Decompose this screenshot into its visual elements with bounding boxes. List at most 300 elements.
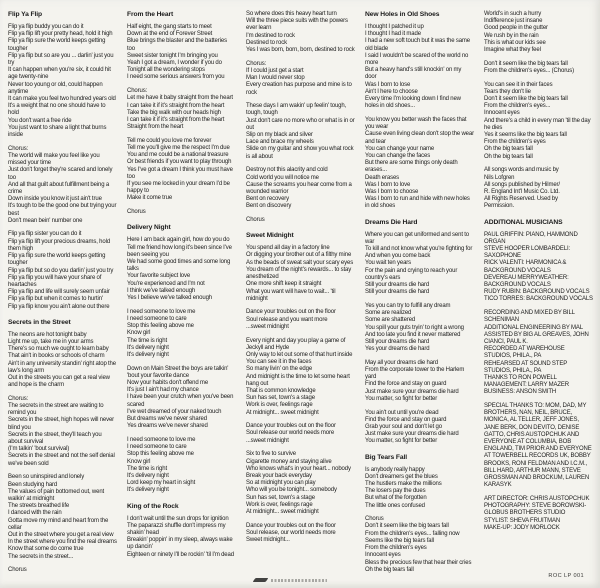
lyric-line: The time is right <box>127 465 168 472</box>
lyric-line: RUDY RUBIN: BACKGROUND VOCALS <box>484 289 590 296</box>
stanza <box>8 24 117 139</box>
lyric-line: All songs words and music by <box>484 167 559 174</box>
lyric-line: Just don't forget they're scared and lonely too <box>8 167 113 181</box>
lyric-line: Some are realized <box>365 310 412 317</box>
lyric-line: Is anybody really happy <box>365 466 425 473</box>
stanza <box>127 237 236 302</box>
lyric-line: Here I am back again girl, how do you do <box>127 237 230 244</box>
lyric-line: BUSINESS: ANSON SMITH <box>484 389 557 396</box>
lyric-line: You wait ten years <box>365 260 412 267</box>
lyric-line: Soul release and you want more <box>246 316 328 323</box>
lyric-line: Been so uninspired and lonely <box>8 474 85 481</box>
stanza <box>484 82 593 161</box>
song-title: King of the Rock <box>127 502 179 510</box>
lyric-line: It's delivery night <box>127 487 169 494</box>
lyric-line: Bent on recovery <box>246 196 290 203</box>
lyric-line: Flip ya flip sure the world keeps getting tougher <box>8 38 106 52</box>
lyric-line: Stop this feeling above me <box>127 451 194 458</box>
lyric-line: The paparazzi shuffle don't impress my shakin' head <box>127 522 226 536</box>
lyric-line: The world will make you feel like you missed your time <box>8 152 100 167</box>
lyric-line: Flip ya flip sister you can do it <box>8 231 82 238</box>
lyric-line: The streets breathed life <box>8 503 70 510</box>
lyric-line: Permission. <box>484 203 515 210</box>
lyric-line: It's delivery night <box>127 472 169 479</box>
lyric-line: I don't wait until the sun drops for ignition <box>127 515 229 522</box>
record-label-logo <box>254 577 329 583</box>
lyric-line: World's in such a hurry <box>484 11 542 17</box>
lyric-line: Down at the end of Forever Street <box>127 31 213 38</box>
lyrics-column <box>365 11 474 581</box>
song-title: Secrets in the Street <box>8 318 71 326</box>
lyric-line: It's just I ain't had my chance <box>127 387 199 394</box>
lyric-line: Destroy not this alacrity and cold <box>246 167 328 174</box>
lyric-line: Seems like the big tears fall <box>365 537 434 544</box>
stanza <box>246 11 355 54</box>
lyric-line: You can see it in their faces <box>484 81 553 88</box>
lyric-line: Sun has set, town's a stage <box>246 494 315 501</box>
lyric-line: Straight from the heart <box>127 124 184 131</box>
lyric-line: I said I wouldn't be scared of the world no more <box>365 52 469 67</box>
lyric-line: Flip ya flip know you ain't alone out there <box>8 303 110 310</box>
lyric-line: Imagine what they feel <box>484 47 541 54</box>
lyric-line: Out in the street where you get a real view <box>8 532 114 538</box>
lyric-line: Dance your troubles out on the floor <box>246 423 336 430</box>
lyrics-column <box>8 11 117 581</box>
lyric-line: Some are shattered <box>365 317 416 324</box>
lyric-line: I need some serious answers from you <box>127 74 225 81</box>
lyric-line: You don't want a free ride <box>8 117 72 124</box>
lyric-line: Don't it seem like the big tears fall <box>484 96 568 103</box>
lyric-line: The losers pay the dues <box>365 488 426 495</box>
lyric-line: MANAGEMENT: LARRY MAZER <box>484 382 569 389</box>
lyric-line: Still your dreams die hard <box>365 289 430 296</box>
lyric-line: Only way to let out some of that hurt inside <box>246 351 353 358</box>
lyric-line: If I could just get a start <box>246 67 304 74</box>
lyric-line: ...sweet midnight <box>246 437 289 444</box>
lyric-line: At midnight... sweet midnight <box>246 409 319 416</box>
lyrics-sheet <box>8 11 595 574</box>
lyric-line: So where does this heavy heart turn <box>246 11 337 17</box>
lyric-line: Just don't care no more who or what is in or out <box>246 117 355 131</box>
lyric-line: One more shift keep it straight <box>246 281 322 288</box>
lyric-line: Or digging your brother out of a filthy mine <box>246 252 352 259</box>
lyric-line: To kill and not know what you're fighting for <box>365 245 473 252</box>
stanza <box>127 516 236 559</box>
lyric-line: Six to five to survive <box>246 451 296 458</box>
stanza <box>246 451 355 516</box>
lyric-line: You spill your guts tryin' to right a wrong <box>365 324 464 331</box>
lyric-line: Yes I was born, born, born, destined to rock <box>246 47 355 54</box>
catalog-number: ROC LP 001 <box>548 573 584 579</box>
stanza <box>246 423 355 445</box>
lyric-line: You dream of the night's rewards... to stay anesthetized <box>246 266 352 281</box>
stanza <box>127 437 236 495</box>
lyric-line: You ain't out until you're dead <box>365 409 439 416</box>
stanza <box>8 567 117 574</box>
lyric-line: I think we've talked enough <box>127 287 196 294</box>
lyric-line: Yes I believe we've talked enough <box>127 295 213 301</box>
stanza <box>365 232 474 297</box>
lyric-line: At midnight... sweet midnight <box>246 508 319 515</box>
lyric-line: Destined to rock <box>246 39 288 46</box>
lyric-line: Oh the big tears fall <box>484 153 533 160</box>
lyric-line: May all your dreams die hard <box>365 359 439 366</box>
lyric-line: Don't dreamers get the blues <box>365 473 438 480</box>
lyric-line: Just make sure your dreams die hard <box>365 431 459 438</box>
lyric-line: Tell me could you love me forever <box>127 137 212 144</box>
lyric-line: And midnight is the time to let some heart hang out <box>246 373 350 387</box>
lyric-line: Will the three piece suits with the powers ever learn <box>246 18 348 32</box>
stanza <box>365 117 474 211</box>
lyric-line: Oh the big tears fall <box>365 566 414 573</box>
lyric-line: Flip ya flip but so do you darlin' just you try <box>8 267 114 274</box>
lyric-line: Chorus: <box>246 60 267 67</box>
lyric-line: Blue brings the blaster and the batteries too <box>127 38 227 52</box>
lyric-line: I thought I had it made <box>365 31 421 38</box>
lyric-line: Indifference just insane <box>484 18 543 25</box>
stanza <box>365 516 474 574</box>
lyric-line: Dance your troubles out on the floor <box>246 309 336 316</box>
lyric-line: Bent on discovery <box>246 203 292 210</box>
lyric-line: Don't mean bein' number one <box>8 217 83 224</box>
lyrics-column <box>127 11 236 581</box>
lyric-line: Slip on my black and silver <box>246 132 313 139</box>
lyric-line: Flip ya flip sure the world keeps getting tougher <box>8 253 106 267</box>
stanza <box>484 167 593 210</box>
lyric-line: And when you come back <box>365 253 431 260</box>
lyric-line: It's tough to be the good one but trying your best <box>8 203 117 217</box>
lyric-line: DEVEREAU MERRYWEATHER: BACKGROUND VOCALS <box>484 274 569 288</box>
lyric-line: Don't it seem like the big tears fall <box>484 60 568 67</box>
song-title: ADDITIONAL MUSICIANS <box>484 218 563 226</box>
stanza <box>365 410 474 446</box>
lyric-line: RICK VALENTI: HARMONICA & BACKGROUND VOCALS <box>484 260 567 274</box>
lyric-line: Don't it seem like the big tears fall <box>365 523 449 530</box>
lyric-line: Soul release, our world needs more <box>246 529 336 536</box>
lyric-line: You matter, so fight for better <box>365 438 438 445</box>
lyric-line: Been studying hard <box>8 481 58 488</box>
lyric-line: Half eight, the gang starts to meet <box>127 24 212 30</box>
lyrics-column <box>246 11 355 581</box>
lyric-line: I can take it if it's straight from the heart <box>127 116 225 123</box>
lyric-line: Never too young or old, could happen anytime <box>8 81 103 95</box>
lyric-line: Stop this feeling above me <box>127 323 194 330</box>
lyric-line: REHEARSED AT SOUND STEP STUDIOS, PHILA., PA <box>484 360 567 374</box>
lyric-line: There's so much we ought to learn baby <box>8 346 109 353</box>
lyric-line: Every night and day you play a game of Jeckyll and Hyde <box>246 337 346 351</box>
lyric-line: Yes you can try to fulfill any dream <box>365 302 451 309</box>
lyric-line: Tonight all the wondering stops <box>127 67 205 74</box>
lyric-line: Was I born to love <box>365 181 411 188</box>
lyric-line: Innocent eyes <box>484 110 520 117</box>
lyric-line: From the children's eyes <box>365 545 427 552</box>
lyric-line: The neons are hot tonight baby <box>8 331 87 338</box>
lyric-line: Break your back everyday <box>246 472 312 479</box>
lyric-line: STEVE HOOPER LOMBARDELI: SAXOPHONE <box>484 245 571 260</box>
stanza <box>8 332 117 390</box>
lyric-line: As the beads of sweat salt your scary eyes <box>246 259 354 266</box>
lyric-line: This is what our kids see <box>484 39 546 46</box>
lyric-line: Was I born to choose <box>365 188 419 195</box>
lyric-line: Was I born to run and hide with new holes in old shoes <box>365 196 470 210</box>
lyric-line: Flip ya flip lift your precious dreams, hold them high <box>8 238 111 252</box>
stanza <box>484 232 593 304</box>
lyric-line: The values of pain bottomed out, went walkin' at midnight <box>8 488 105 502</box>
lyric-line: Out in the streets you can get a real view and hope is the charm <box>8 374 110 389</box>
lyric-line: From the children's eyes... <box>484 103 551 110</box>
stanza <box>246 245 355 303</box>
lyric-line: Down inside you know it just ain't true <box>8 196 102 203</box>
lyric-line: For the pain and crying to reach your country's ears <box>365 267 458 281</box>
lyric-line: R. England Int'l Music Co. Ltd. <box>484 188 560 195</box>
lyric-line: You spend all day in a factory line <box>246 245 330 252</box>
lyric-line: But there are some things only death erases... <box>365 160 458 174</box>
lyric-line: From the corporate tower to the Harlem yard <box>365 367 465 381</box>
lyric-line: RECORDED AT WAREHOUSE STUDIOS, PHILA., PA <box>484 346 565 360</box>
lyric-line: Soul release our world needs more <box>246 430 335 437</box>
lyric-line: Chorus <box>246 217 265 224</box>
lyric-line: We rush by in the rain <box>484 32 539 39</box>
lyric-line: Take the big walk with our heads high <box>127 109 221 116</box>
lyric-line: You can change the faces <box>365 152 431 159</box>
lyric-line: Cigarette money and staying alive <box>246 458 332 465</box>
lyric-line: Ain't I here to choose <box>365 88 418 95</box>
song-title: From the Heart <box>127 11 174 18</box>
lyric-line: All songs published by Hilmer/ <box>484 181 560 188</box>
lyric-line: ADDITIONAL ENGINEERING BY MAL ASSISTED BY BIG AL GREAVES, JOHN CIANCI, PAUL K. <box>484 324 589 345</box>
lyric-line: Know girl <box>127 330 151 337</box>
lyric-line: Flip ya flip you will have your share of heartaches <box>8 274 102 288</box>
lyric-line: Make it come true <box>127 195 173 202</box>
song-title: Dreams Die Hard <box>365 218 418 226</box>
lyric-line: Innocent eyes <box>365 552 401 559</box>
lyric-line: The hustlers make the millions <box>365 480 442 487</box>
lyric-line: Sweet midnight... <box>246 537 290 544</box>
lyric-line: I need someone to care <box>127 315 187 322</box>
lyric-line: Bless the precious few that hear their cries <box>365 559 472 566</box>
lyric-line: Secrets in the street and not the self denial we've been sold <box>8 453 115 467</box>
record-label-logo-text <box>271 579 327 582</box>
song-title: Flip Ya Flip <box>8 11 42 18</box>
lyric-line: PAUL GRIFFIN: PIANO, HAMMOND ORGAN <box>484 231 578 245</box>
lyric-line: Sun has set, town's a stage <box>246 395 315 402</box>
stanza <box>127 209 236 216</box>
lyric-line: Flip ya flip buddy you can do it <box>8 24 84 30</box>
song-title: Delivery Night <box>127 224 171 232</box>
lyric-line: It can make you feel two hundred years old <box>8 96 116 103</box>
lyric-line: I thought I patched it up <box>365 24 424 30</box>
lyric-line: I had a new soft touch but it was the same old blade <box>365 38 471 52</box>
lyric-line: Where you can get uniformed and sent to war <box>365 231 469 245</box>
stanza <box>484 61 593 75</box>
lyric-line: Chorus: <box>8 395 29 402</box>
lyric-line: From the children's eyes <box>484 139 546 146</box>
lyric-line: Flip ya flip but when it comes to hurtin' <box>8 296 104 303</box>
lyric-line: Dance your troubles out on the floor <box>246 522 336 529</box>
song-title: Big Tears Fall <box>365 453 407 461</box>
lyric-line: Breakin' poppin' in my sleep, always wake up dancin' <box>127 537 233 551</box>
stanza <box>8 396 117 468</box>
lyric-line: Who knows what's in your heart... nobody <box>246 465 351 472</box>
lyric-line: I need someone to care <box>127 444 187 451</box>
lyric-line: It's delivery night <box>127 344 169 351</box>
lyric-line: ...sweet midnight <box>246 323 289 330</box>
lyric-line: Lace and brace my wheels <box>246 139 314 146</box>
lyric-line: I danced with the rain <box>8 510 62 517</box>
lyric-line: Find the force and stay on guard <box>365 416 447 423</box>
stanza <box>365 360 474 403</box>
lyrics-column <box>484 11 593 581</box>
lyric-line: I need someone to love me <box>127 308 196 315</box>
lyric-line: TICO TORRES: BACKGROUND VOCALS <box>484 296 593 303</box>
lyric-line: Cause the screams you hear come from a wounded warrior <box>246 181 352 195</box>
lyric-line: Gotta move my mind and heart from the cellar <box>8 517 109 531</box>
lyric-line: PHOTOGRAPHY: STEVE BOROWSKI-GLOBUS BROTHERS STUDIO <box>484 503 587 517</box>
lyric-line: Oh the big tears fall <box>484 146 533 153</box>
lyric-line: Still your dreams die hard <box>365 282 430 288</box>
lyric-line: Secrets in the street, they'll teach you about survival <box>8 431 102 446</box>
stanza <box>246 61 355 97</box>
lyric-line: Grab your soul and don't let go <box>365 423 442 430</box>
lyric-line: Man I would never stop <box>246 75 305 82</box>
stanza <box>8 231 117 310</box>
stanza <box>8 474 117 560</box>
lyric-line: Work is over, feelings rage <box>246 501 313 508</box>
lyric-line: Know girl <box>127 458 151 465</box>
lyric-line: Yes your dreams die hard <box>365 346 430 353</box>
stanza <box>484 310 593 396</box>
lyric-line: Still your dreams die hard <box>365 338 430 345</box>
lyric-line: SPECIAL THANKS TO: MOM, DAD, MY BROTHERS, NAN, NEIL, BRUCE, MONICA, AL TELLER, JEFF JONES, JANE BERK, DON DEVITO, DENISE GATTO, CHRIS AUSTOPCHUK AND EVERYONE AT COLUMBIA, BOB ENGLAND, TIM PRIOR AND EVERYONE AT TOWERBELL RECORDS UK, BOBBY BROOKS, RONI FELDMAN AND I.C.M., BILL HARD, ARTHUR MANN, STEVE GROSSMAN AND BROCKUM, LAUREN KARASYK <box>484 403 592 489</box>
lyric-line: THANKS TO RON POWELL <box>484 374 557 381</box>
lyric-line: And all that guilt about fulfillment being a crime <box>8 181 110 195</box>
lyric-line: Cold world you will notice me <box>246 174 319 181</box>
lyric-line: These days I am wakin' up feelin' tough, tough, tough <box>246 103 347 117</box>
lyric-line: Chorus <box>365 516 384 523</box>
lyric-line: Every time I'm looking down I find new holes in old shoes... <box>365 96 461 110</box>
lyric-line: You can see it in the faces <box>246 359 312 366</box>
lyric-line: Secrets in the street, high hopes will never blind you <box>8 417 115 431</box>
lyric-line: I need someone to love me <box>127 436 196 443</box>
lyric-line: Now your habits don't offend me <box>127 380 209 387</box>
lyric-line: Sweet sister tonight I'm bringing you <box>127 52 218 59</box>
lyric-line: Flip ya flip but so are you ... darlin' just you try <box>8 52 114 67</box>
lyric-line: Tell me friend how long it's been since I've been seeing you <box>127 244 232 258</box>
lyric-line: What you want will have to wait... 'til midnight <box>246 288 336 302</box>
stanza <box>365 467 474 510</box>
lyric-line: Tears they don't lie <box>484 88 531 95</box>
stanza <box>127 138 236 203</box>
lyric-line: Good people in the gutter <box>484 25 548 32</box>
lyric-line: MAKE-UP: JODY MORLOCK <box>484 524 560 531</box>
stanza <box>246 167 355 210</box>
lyric-line: Death erases <box>365 174 400 181</box>
stanza <box>365 303 474 353</box>
lyric-line: But dreams we've never shared <box>127 416 207 423</box>
stanza <box>365 24 474 110</box>
lyric-line: From the children's eyes... (Chorus) <box>484 67 575 74</box>
stanza <box>127 309 236 359</box>
lyric-line: We had some good times and some long talks <box>127 258 231 273</box>
lyric-line: Chorus <box>127 209 146 216</box>
lyric-line: Down on Main Street the boys are talkin' <box>127 365 229 372</box>
lyric-line: I'm destined to rock <box>246 32 295 39</box>
stanza <box>484 496 593 532</box>
lyric-line: Tell me you'll give me the respect I'm due <box>127 145 230 152</box>
record-label-logo-icon <box>253 578 269 582</box>
stanza <box>127 24 236 82</box>
lyric-line: I can take it if it's straight from the heart <box>127 102 225 109</box>
lyric-line: Every creation has purpose and mine is to rock <box>246 82 352 96</box>
lyric-line: The secrets in the street... <box>8 553 74 560</box>
stanza <box>246 309 355 331</box>
lyric-line: You can change your name <box>365 145 435 152</box>
stanza <box>484 403 593 489</box>
lyric-line: Yes it seems like the big tears fall <box>484 132 567 139</box>
lyric-line: The secrets in the street are waiting to remind you <box>8 403 104 417</box>
lyric-line: The time is right <box>127 337 168 344</box>
lyric-line: It's delivery night <box>127 351 169 358</box>
stanza <box>484 11 593 54</box>
lyric-line: You're experienced and I'm not <box>127 280 205 287</box>
lyric-line: But a heavy hand's still knockin' on my door <box>365 67 462 81</box>
lyric-line: 'bout your favorite dance <box>127 372 189 379</box>
lyric-line: Know that some do come true <box>8 546 84 553</box>
song-title: New Holes in Old Shoes <box>365 11 440 18</box>
lyric-line: If you see me locked in your dream I'd be happy to <box>127 181 230 195</box>
stanza <box>127 88 236 131</box>
lyric-line: I've wet dreamed of your naked touch <box>127 408 222 415</box>
lyric-line: Chorus <box>8 567 27 574</box>
lyric-line: RECORDING AND MIXED BY BILL SCHENIMAN <box>484 310 575 324</box>
lyric-line: So at midnight you can play <box>246 480 316 487</box>
lyric-line: Who will you be tonight... somebody <box>246 487 337 494</box>
lyric-line: Your favorite subject love <box>127 273 191 280</box>
lyric-line: Was I born to lose <box>365 81 411 88</box>
stanza <box>246 523 355 545</box>
song-title: Sweet Midnight <box>246 232 294 240</box>
lyric-line: All Rights Reserved. Used by <box>484 196 558 203</box>
lyric-line: Light me up, take me in your arms <box>8 338 94 345</box>
lyric-line: STYLIST: SHEVA FRUITMAN <box>484 517 561 524</box>
lyric-line: That ain't in books or schools of charm <box>8 353 105 360</box>
lyric-line: Just make sure your dreams die hard <box>365 388 459 395</box>
lyric-line: So many livin' on the edge <box>246 366 313 373</box>
lyric-line: ART DIRECTOR: CHRIS AUSTOPCHUK <box>484 495 590 502</box>
lyric-line: From the children's eyes... falling now <box>365 530 460 537</box>
lyric-line: Yes dreams we've never shared <box>127 423 208 430</box>
lyric-line: Let me have it baby straight from the heart <box>127 95 233 102</box>
stanza <box>8 146 117 225</box>
lyric-line: Or best friends if you want to play through <box>127 159 232 166</box>
lyric-line: Flip ya flip and life will surely seem unfair <box>8 289 110 296</box>
lyric-line: And there's a child in every man 'til the day he dies <box>484 117 591 131</box>
lyric-line: But what of the forgotten <box>365 495 427 502</box>
lyric-line: Yeah I got a dream, I wonder if you do <box>127 60 222 67</box>
lyric-line: That is common knowledge <box>246 387 316 394</box>
lyric-line: Chorus: <box>127 88 148 95</box>
lyric-line: Work is over, feelings rage <box>246 402 313 409</box>
lyric-line: And too late you find it never mattered <box>365 331 461 338</box>
lyric-line: You just want to share a light that burns inside <box>8 124 107 139</box>
lyric-line: Lord keep my heart in sight <box>127 480 196 487</box>
lyric-line: I have been your crutch when you've been scared <box>127 394 234 408</box>
lyric-line: The little ones confused <box>365 502 425 509</box>
lyric-line: Nils Lofgren <box>484 174 515 181</box>
lyric-line: Ain't in any university standin' right atop the law's long arm <box>8 360 116 374</box>
stanza <box>246 217 355 224</box>
lyric-line: You know you better wash the faces that you wear <box>365 116 467 131</box>
